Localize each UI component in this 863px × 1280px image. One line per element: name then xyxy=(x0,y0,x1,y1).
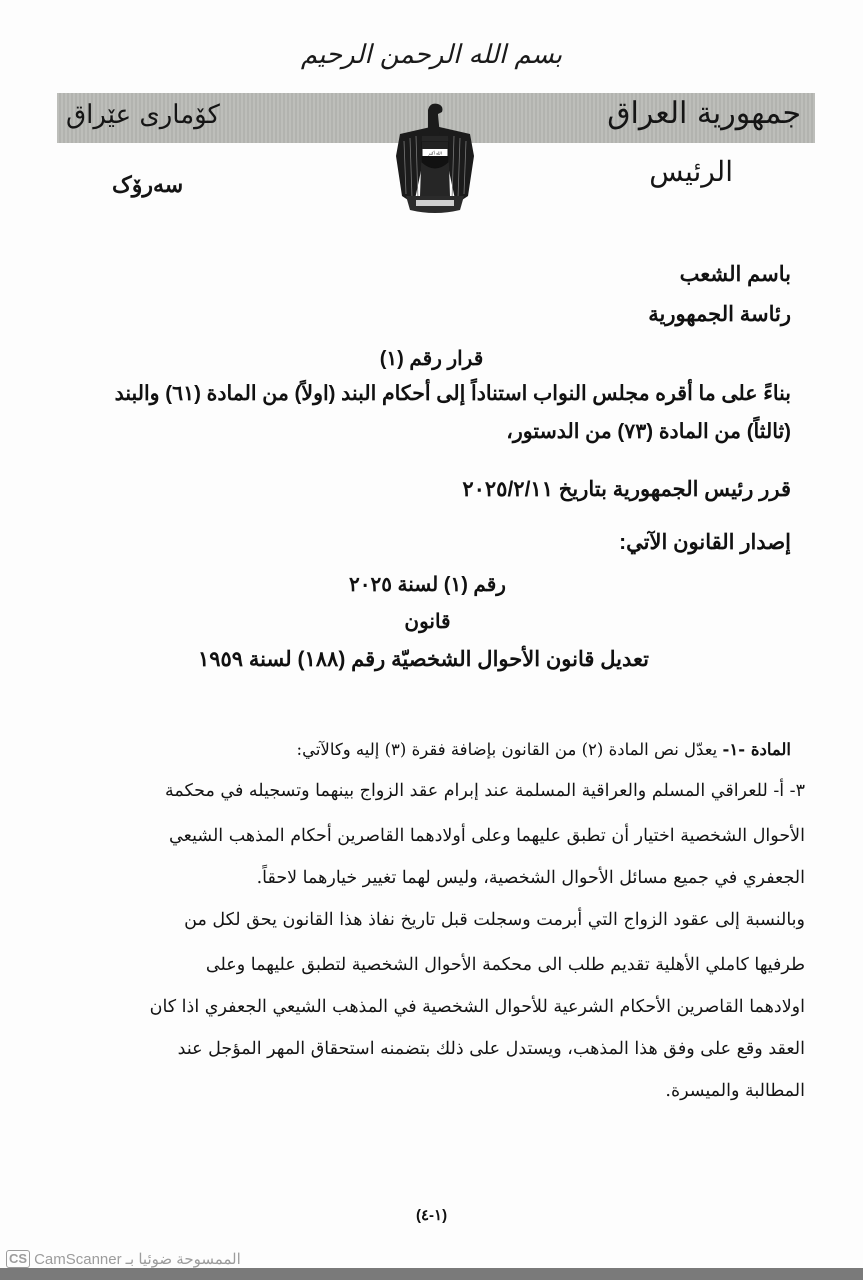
article-1-line-3: الجعفري في جميع مسائل الأحوال الشخصية، وليس لهما تغيير خيارهما لاحقاً. xyxy=(256,868,805,888)
article-1-line-6: اولادهما القاصرين الأحكام الشرعية للأحوال الشخصية في المذهب الشيعي الجعفري اذا كان xyxy=(149,997,805,1017)
decision-basis-line-1: بناءً على ما أقره مجلس النواب استناداً إلى أحكام البند (اولاً) من المادة (٦١) والبند xyxy=(114,382,791,405)
svg-text:الله أكبر: الله أكبر xyxy=(428,150,442,156)
law-number: رقم (١) لسنة ٢٠٢٥ xyxy=(349,574,506,596)
camscanner-watermark xyxy=(6,1250,241,1268)
camscanner-label: CamScanner xyxy=(34,1250,122,1268)
law-title: تعديل قانون الأحوال الشخصيّة رقم (١٨٨) لسنة ١٩٥٩ xyxy=(197,648,650,671)
page-number: (١-٤) xyxy=(415,1207,448,1224)
bottom-border xyxy=(0,1268,863,1280)
eagle-emblem-icon xyxy=(392,96,478,216)
article-1-line-8: المطالبة والميسرة. xyxy=(665,1081,805,1101)
article-1-heading: المادة -١- xyxy=(722,740,791,759)
issuance-line: إصدار القانون الآتي: xyxy=(619,531,791,554)
article-1-line-5: طرفيها كاملي الأهلية تقديم طلب الى محكمة الأحوال الشخصية لتطبق عليهما وعلى xyxy=(205,955,805,975)
camscanner-logo-icon: CS xyxy=(6,1250,30,1268)
in-the-name-of-the-people: باسم الشعب xyxy=(679,263,791,286)
article-1-line-4: وبالنسبة إلى عقود الزواج التي أبرمت وسجلت قبل تاريخ نفاذ هذا القانون يحق لكل من xyxy=(184,910,805,930)
basmala: بسم الله الرحمن الرحيم xyxy=(300,40,563,70)
article-1-line-2: الأحوال الشخصية اختيار أن تطبق عليهما وعلى أولادهما القاصرين أحكام المذهب الشيعي xyxy=(169,826,805,846)
decision-basis-line-2: (ثالثاً) من المادة (٧٣) من الدستور، xyxy=(506,420,791,443)
article-1-line-7: العقد وقع على وفق هذا المذهب، ويستدل على ذلك بتضمنه استحقاق المهر المؤجل عند xyxy=(177,1039,805,1059)
title-president-arabic: الرئيس xyxy=(649,155,733,188)
article-1-heading-line xyxy=(297,740,791,759)
camscanner-arabic-label: الممسوحة ضوئيا بـ xyxy=(125,1251,241,1268)
article-1-line-1: ٣- أ- للعراقي المسلم والعراقية المسلمة عند إبرام عقد الزواج بينهما وتسجيله في محكمة xyxy=(164,781,805,801)
article-1-intro: يعدّل نص المادة (٢) من القانون بإضافة فقرة (٣) إليه وكالآتي: xyxy=(296,740,718,759)
country-name-arabic: جمهورية العراق xyxy=(607,96,801,131)
law-type: قانون xyxy=(404,611,451,633)
decision-date-line: قرر رئيس الجمهورية بتاريخ ٢٠٢٥/٢/١١ xyxy=(462,478,791,501)
country-name-kurdish: كۆماری عێراق xyxy=(66,100,220,130)
title-president-kurdish: سەرۆک xyxy=(112,172,184,198)
decision-number: قرار رقم (١) xyxy=(379,348,484,370)
presidency-heading: رئاسة الجمهورية xyxy=(648,303,791,326)
